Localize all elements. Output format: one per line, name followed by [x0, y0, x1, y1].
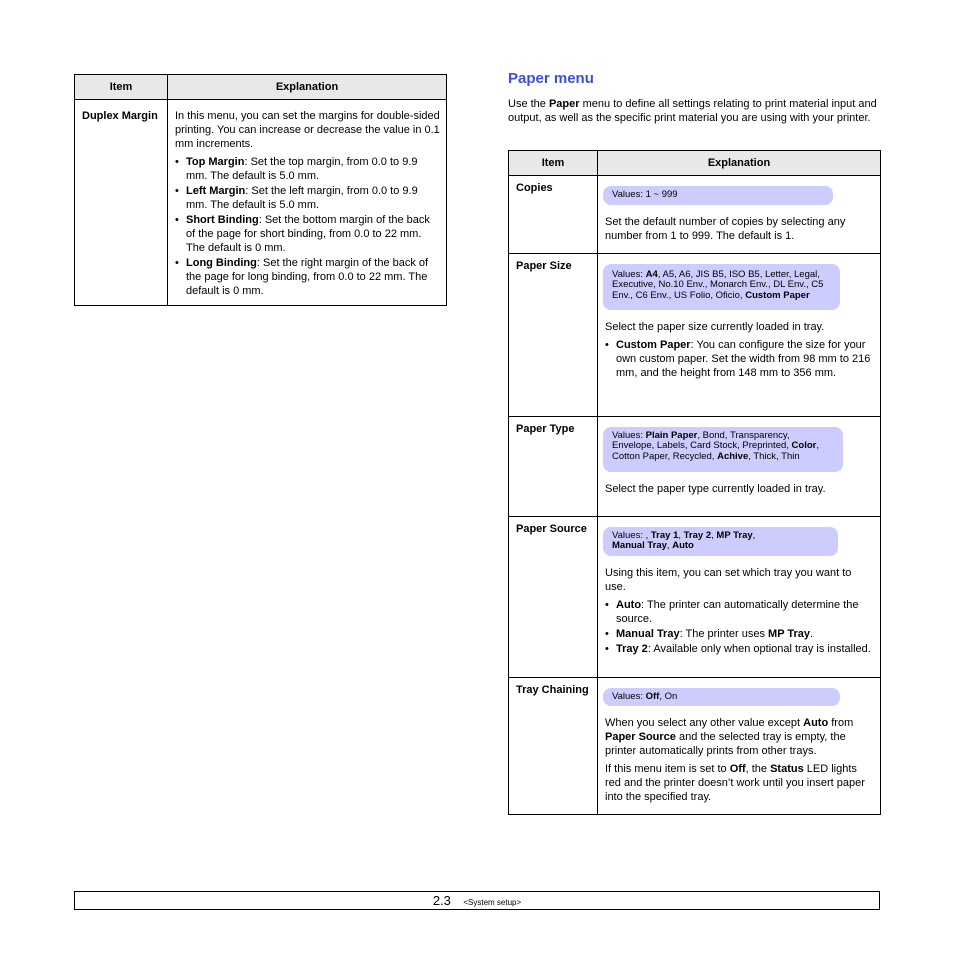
values-box — [603, 264, 840, 311]
section-intro — [508, 97, 882, 125]
values-label: Values: — [612, 268, 646, 280]
chapter-label: <System setup> — [463, 898, 522, 907]
duplex-margin-table — [74, 74, 447, 306]
term: Left Margin — [186, 185, 246, 197]
explanation-paper-size — [598, 253, 881, 416]
values-text: , Thick, Thin — [748, 450, 800, 462]
list-item — [605, 338, 874, 380]
value-bold: MP Tray — [716, 529, 753, 541]
table-row — [509, 677, 881, 815]
term-text: : Set the bottom margin of the back of the page for short binding, from 0.0 to 22 mm. The default is 0 mm. — [186, 214, 430, 254]
list-item — [175, 256, 440, 298]
item-tray-chaining: Tray Chaining — [509, 677, 598, 815]
copies-text: Set the default number of copies by selecting any number from 1 to 999. The default is 1. — [605, 215, 846, 242]
explanation-paper-source — [598, 516, 881, 677]
item-copies: Copies — [509, 176, 598, 254]
text: , the — [745, 763, 771, 775]
value-bold: MP Tray — [768, 627, 811, 640]
list-item — [175, 184, 440, 212]
default-value: A4 — [645, 268, 658, 280]
bullet-glyph: • — [605, 642, 609, 655]
text: and the selected tray is empty, the printer automatically prints from other trays. — [605, 731, 846, 757]
term: Tray 2 — [616, 642, 648, 655]
header-explanation: Explanation — [598, 151, 881, 176]
paper-menu-table — [508, 150, 881, 815]
term: Top Margin — [186, 156, 245, 168]
values-text: , On — [659, 690, 678, 702]
value-bold: Color — [791, 440, 817, 451]
term-text: : Available only when optional tray is installed. — [647, 642, 871, 655]
values-box — [603, 427, 843, 473]
page-footer — [74, 891, 880, 910]
paper-source-bullet-list — [605, 598, 874, 656]
values-text: , Bond, Transparency, Envelope, Labels, Card Stock, Preprinted, — [612, 429, 792, 451]
value-bold: Custom Paper — [745, 289, 810, 301]
term-text: : Set the right margin of the back of the page for long binding, from 0.0 to 22 mm. The default is 0 mm. — [186, 257, 429, 297]
table-row — [509, 416, 881, 516]
table-row — [75, 100, 447, 306]
value-bold: Paper Source — [605, 731, 676, 743]
term: Long Binding — [186, 257, 257, 269]
value-bold: Auto — [803, 717, 829, 729]
item-paper-size: Paper Size — [509, 253, 598, 416]
paper-type-text: Select the paper type currently loaded in tray. — [605, 483, 826, 495]
term: Auto — [616, 598, 642, 611]
term-text: : Set the top margin, from 0.0 to 9.9 mm. The default is 5.0 mm. — [186, 156, 418, 182]
values-label: Values: — [612, 690, 646, 702]
term: Custom Paper — [616, 339, 691, 351]
separator: , — [752, 529, 756, 541]
default-value: Off — [645, 690, 660, 702]
paper-source-text: Using this item, you can set which tray you want to use. — [605, 566, 852, 593]
list-item — [175, 213, 440, 255]
values-box — [603, 688, 840, 707]
header-item: Item — [509, 151, 598, 176]
table-header-row — [75, 75, 447, 100]
value-bold: Tray 2 — [683, 529, 712, 541]
list-item — [175, 155, 440, 183]
values-text: , Cotton Paper, Recycled, — [612, 440, 819, 462]
list-item — [605, 598, 874, 626]
term: Manual Tray — [616, 627, 680, 640]
item-paper-type: Paper Type — [509, 416, 598, 516]
values-label: Values: , — [612, 529, 651, 541]
default-value: Auto — [672, 540, 694, 551]
term-text: : You can configure the size for your own custom paper. Set the width from 98 mm to 216 mm, and the height from 148 mm to 356 mm. — [616, 339, 871, 379]
explanation-duplex-margin — [168, 100, 447, 306]
text: When you select any other value except — [605, 717, 804, 729]
value-bold: Off — [729, 763, 746, 775]
values-label: Values: — [612, 429, 646, 441]
bullet-glyph: • — [175, 257, 179, 269]
list-item — [605, 627, 874, 641]
value-bold: Status — [770, 763, 804, 775]
page-number: 2.3 — [432, 893, 451, 908]
duplex-intro: In this menu, you can set the margins for double-sided printing. You can increase or decrease the value in 0.1 mm increments. — [175, 110, 440, 150]
list-item — [605, 642, 874, 656]
values-text: , A5, A6, JIS B5, ISO B5, Letter, Legal, Executive, No.10 Env., Monarch Env., DL Env., C5 Env., C6 Env., US Folio, Oficio, — [612, 268, 824, 301]
bullet-glyph: • — [175, 156, 179, 168]
item-paper-source: Paper Source — [509, 516, 598, 677]
separator: , — [666, 540, 673, 551]
text: LED lights red and the printer doesn’t work until you insert paper into the specified tray. — [605, 763, 865, 803]
term-text: . — [810, 627, 814, 640]
values-box — [603, 527, 838, 556]
tray-chaining-text — [605, 716, 874, 758]
header-explanation: Explanation — [168, 75, 447, 100]
intro-text: Use the — [508, 98, 549, 110]
explanation-tray-chaining — [598, 677, 881, 815]
intro-bold: Paper — [548, 98, 580, 110]
header-item: Item — [75, 75, 168, 100]
value-bold: Achive — [717, 450, 749, 462]
paper-size-text: Select the paper size currently loaded in tray. — [605, 321, 825, 333]
item-duplex-margin: Duplex Margin — [75, 100, 168, 306]
bullet-glyph: • — [175, 214, 179, 226]
term-text: : The printer uses — [679, 627, 769, 640]
bullet-glyph: • — [605, 627, 609, 640]
text: from — [828, 717, 854, 729]
default-value: Plain Paper — [645, 429, 698, 441]
table-header-row — [509, 151, 881, 176]
table-row — [509, 516, 881, 677]
bullet-glyph: • — [605, 339, 609, 351]
paper-size-bullet-list — [605, 338, 874, 380]
separator: , — [678, 529, 684, 541]
intro-text: menu to define all settings relating to print material input and output, as well as the specific print material you are using with your printer. — [508, 98, 877, 124]
values-box: Values: 1 ~ 999 — [603, 186, 833, 205]
explanation-copies — [598, 176, 881, 254]
term-text: : Set the left margin, from 0.0 to 9.9 mm. The default is 5.0 mm. — [186, 185, 418, 211]
bullet-glyph: • — [605, 598, 609, 611]
bullet-glyph: • — [175, 185, 179, 197]
value-bold: Tray 1 — [650, 529, 679, 541]
explanation-paper-type — [598, 416, 881, 516]
section-title: Paper menu — [508, 70, 594, 87]
term: Short Binding — [186, 214, 259, 226]
duplex-bullet-list — [175, 155, 440, 298]
term-text: : The printer can automatically determine the source. — [616, 598, 859, 625]
table-row — [509, 176, 881, 254]
tray-chaining-note — [605, 762, 874, 804]
separator: , — [711, 529, 717, 541]
text: If this menu item is set to — [605, 763, 730, 775]
value-bold: Manual Tray — [612, 540, 667, 551]
table-row — [509, 253, 881, 416]
